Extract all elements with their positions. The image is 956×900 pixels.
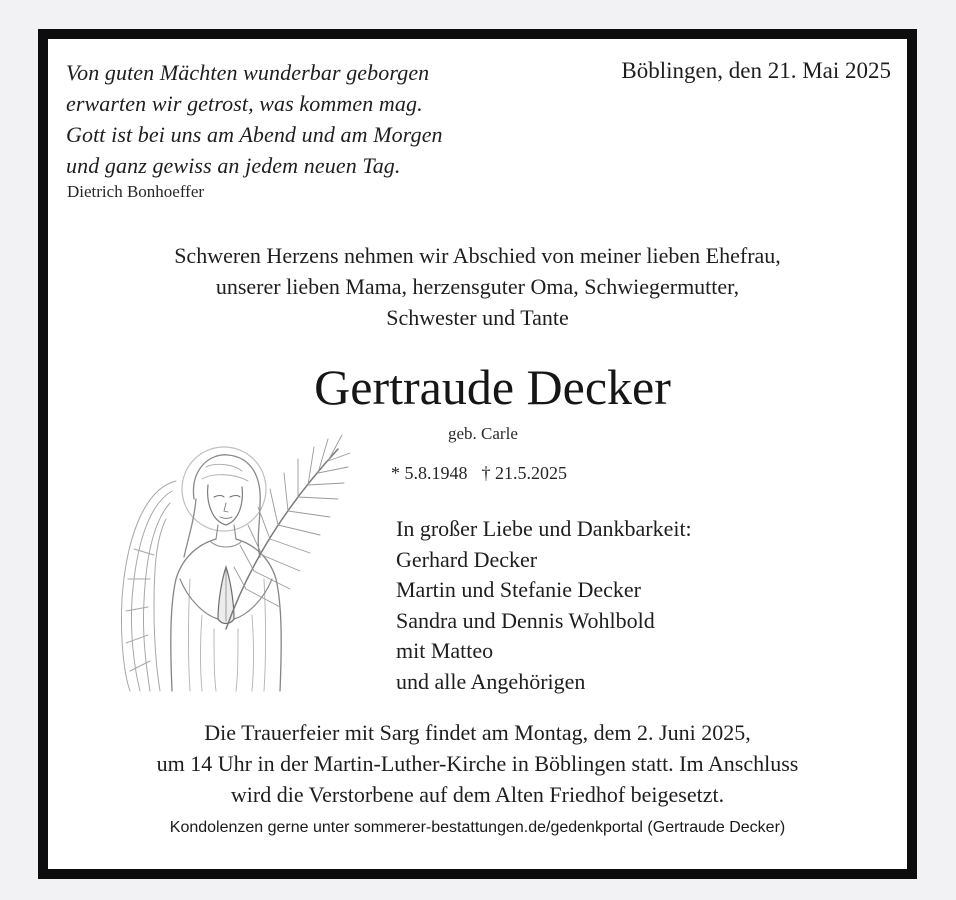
death-date: † 21.5.2025 xyxy=(481,463,567,483)
poem-line-4: und ganz gewiss an jedem neuen Tag. xyxy=(66,153,401,178)
family-member: Gerhard Decker xyxy=(396,546,538,572)
poem xyxy=(66,57,496,181)
service-line-1: Die Trauerfeier mit Sarg findet am Montag, dem 2. Juni 2025, xyxy=(204,720,751,745)
place-date: Böblingen, den 21. Mai 2025 xyxy=(621,58,891,83)
service-line-2: um 14 Uhr in der Martin-Luther-Kirche in Böblingen statt. Im Anschluss xyxy=(156,751,799,776)
family-member: und alle Angehörigen xyxy=(396,668,586,694)
poem-line-3: Gott ist bei uns am Abend und am Morgen xyxy=(66,122,443,147)
poem-author: Dietrich Bonhoeffer xyxy=(67,182,205,201)
intro-text xyxy=(48,240,907,333)
life-dates xyxy=(391,463,567,484)
poem-line-1: Von guten Mächten wunderbar geborgen xyxy=(66,60,430,85)
angel-illustration xyxy=(114,429,350,695)
family-list xyxy=(396,514,692,697)
family-member: mit Matteo xyxy=(396,638,494,663)
poem-line-2: erwarten wir getrost, was kommen mag. xyxy=(66,91,423,116)
service-line-3: wird die Verstorbene auf dem Alten Friedhof beigesetzt. xyxy=(230,782,725,807)
birth-date: * 5.8.1948 xyxy=(391,463,468,483)
family-member: Martin und Stefanie Decker xyxy=(396,577,641,602)
funeral-service-text xyxy=(48,717,907,810)
intro-line-2: unserer lieben Mama, herzensguter Oma, Schwiegermutter, xyxy=(215,274,740,299)
deceased-name: Gertraude Decker xyxy=(314,359,671,415)
family-intro: In großer Liebe und Dankbarkeit: xyxy=(396,516,692,541)
maiden-name: geb. Carle xyxy=(448,424,518,443)
praying-angel-icon xyxy=(121,435,350,691)
condolence-link-text: Kondolenzen gerne unter sommerer-bestattungen.de/gedenkportal (Gertraude Decker) xyxy=(169,819,786,836)
intro-line-3: Schwester und Tante xyxy=(386,305,569,330)
family-member: Sandra und Dennis Wohlbold xyxy=(396,607,655,633)
obituary-notice xyxy=(38,29,917,879)
intro-line-1: Schweren Herzens nehmen wir Abschied von meiner lieben Ehefrau, xyxy=(174,243,781,268)
